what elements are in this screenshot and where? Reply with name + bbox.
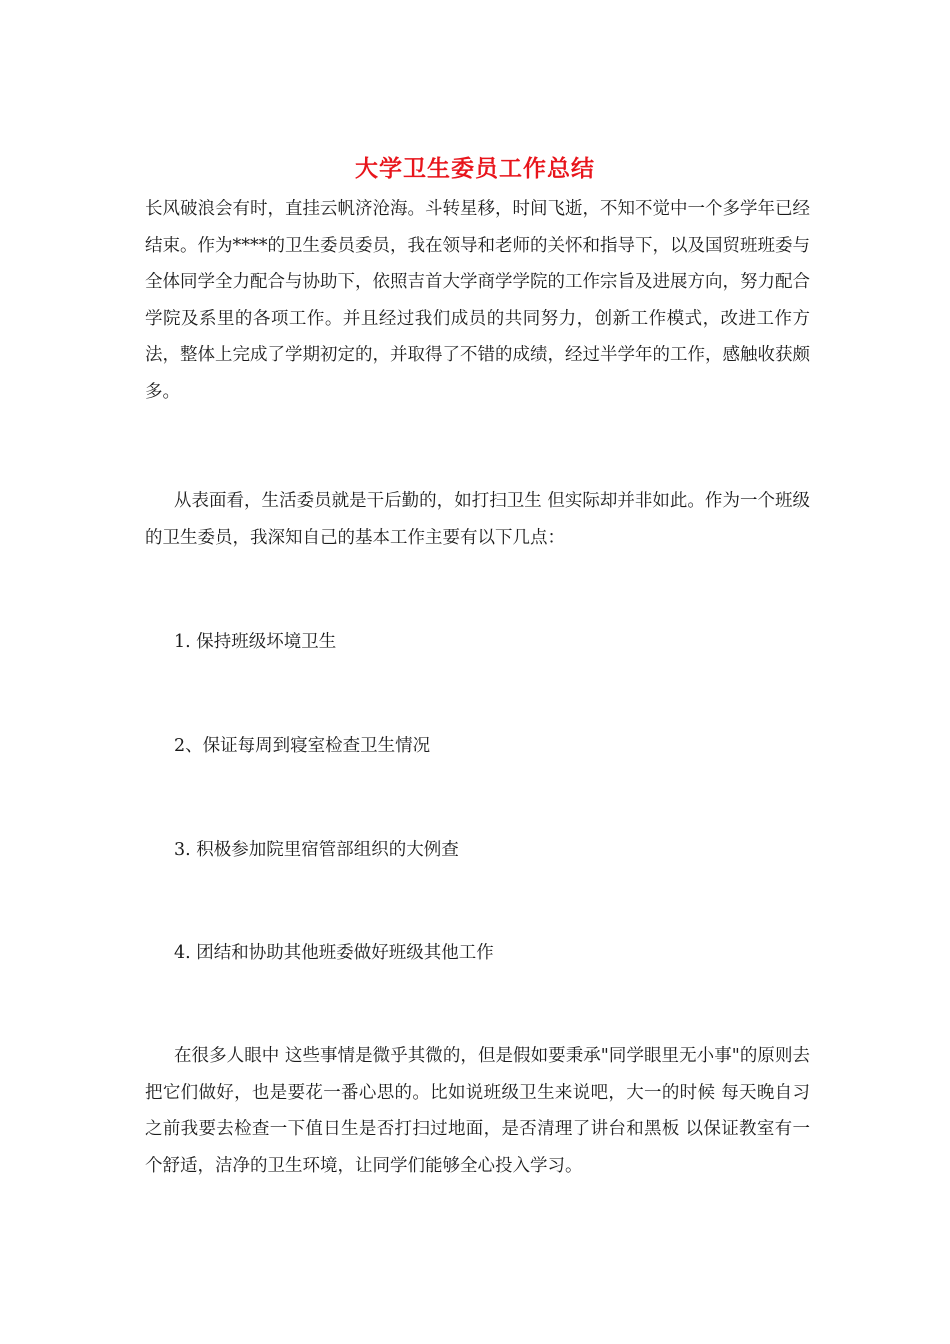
paragraph-intro: 长风破浪会有时，直挂云帆济沧海。斗转星移，时间飞逝，不知不觉中一个多学年已经结束。作为****的卫生委员委员，我在领导和老师的关怀和指导下，以及国贸班班委与全体同学全力配合与协助下，依照吉首大学商学学院的工作宗旨及进展方向，努力配合学院及系里的各项工作。并且经过我们成员的共同努力，创新工作模式，改进工作方法，整体上完成了学期初定的，并取得了不错的成绩，经过半学年的工作，感触收获颇多。 — [145, 199, 810, 402]
document-title: 大学卫生委员工作总结 — [355, 155, 595, 182]
paragraph-duties-intro: 从表面看，生活委员就是干后勤的，如打扫卫生 但实际却并非如此。作为一个班级的卫生委员，我深知自己的基本工作主要有以下几点： — [145, 491, 810, 548]
list-item: 2、保证每周到寝室检查卫生情况 — [174, 736, 431, 756]
list-item: 1. 保持班级坏境卫生 — [174, 632, 337, 652]
paragraph-details: 在很多人眼中 这些事情是微乎其微的，但是假如要秉承"同学眼里无小事"的原则去把它们做好，也是要花一番心思的。比如说班级卫生来说吧，大一的时候 每天晚自习之前我要去检查一下值日生是否打扫过地面，是否清理了讲台和黑板 以保证教室有一个舒适，洁净的卫生环境，让同学们能够全心投入学习。 — [145, 1046, 810, 1176]
list-item: 3. 积极参加院里宿管部组织的大例查 — [174, 840, 459, 860]
list-item: 4. 团结和协助其他班委做好班级其他工作 — [174, 943, 494, 963]
